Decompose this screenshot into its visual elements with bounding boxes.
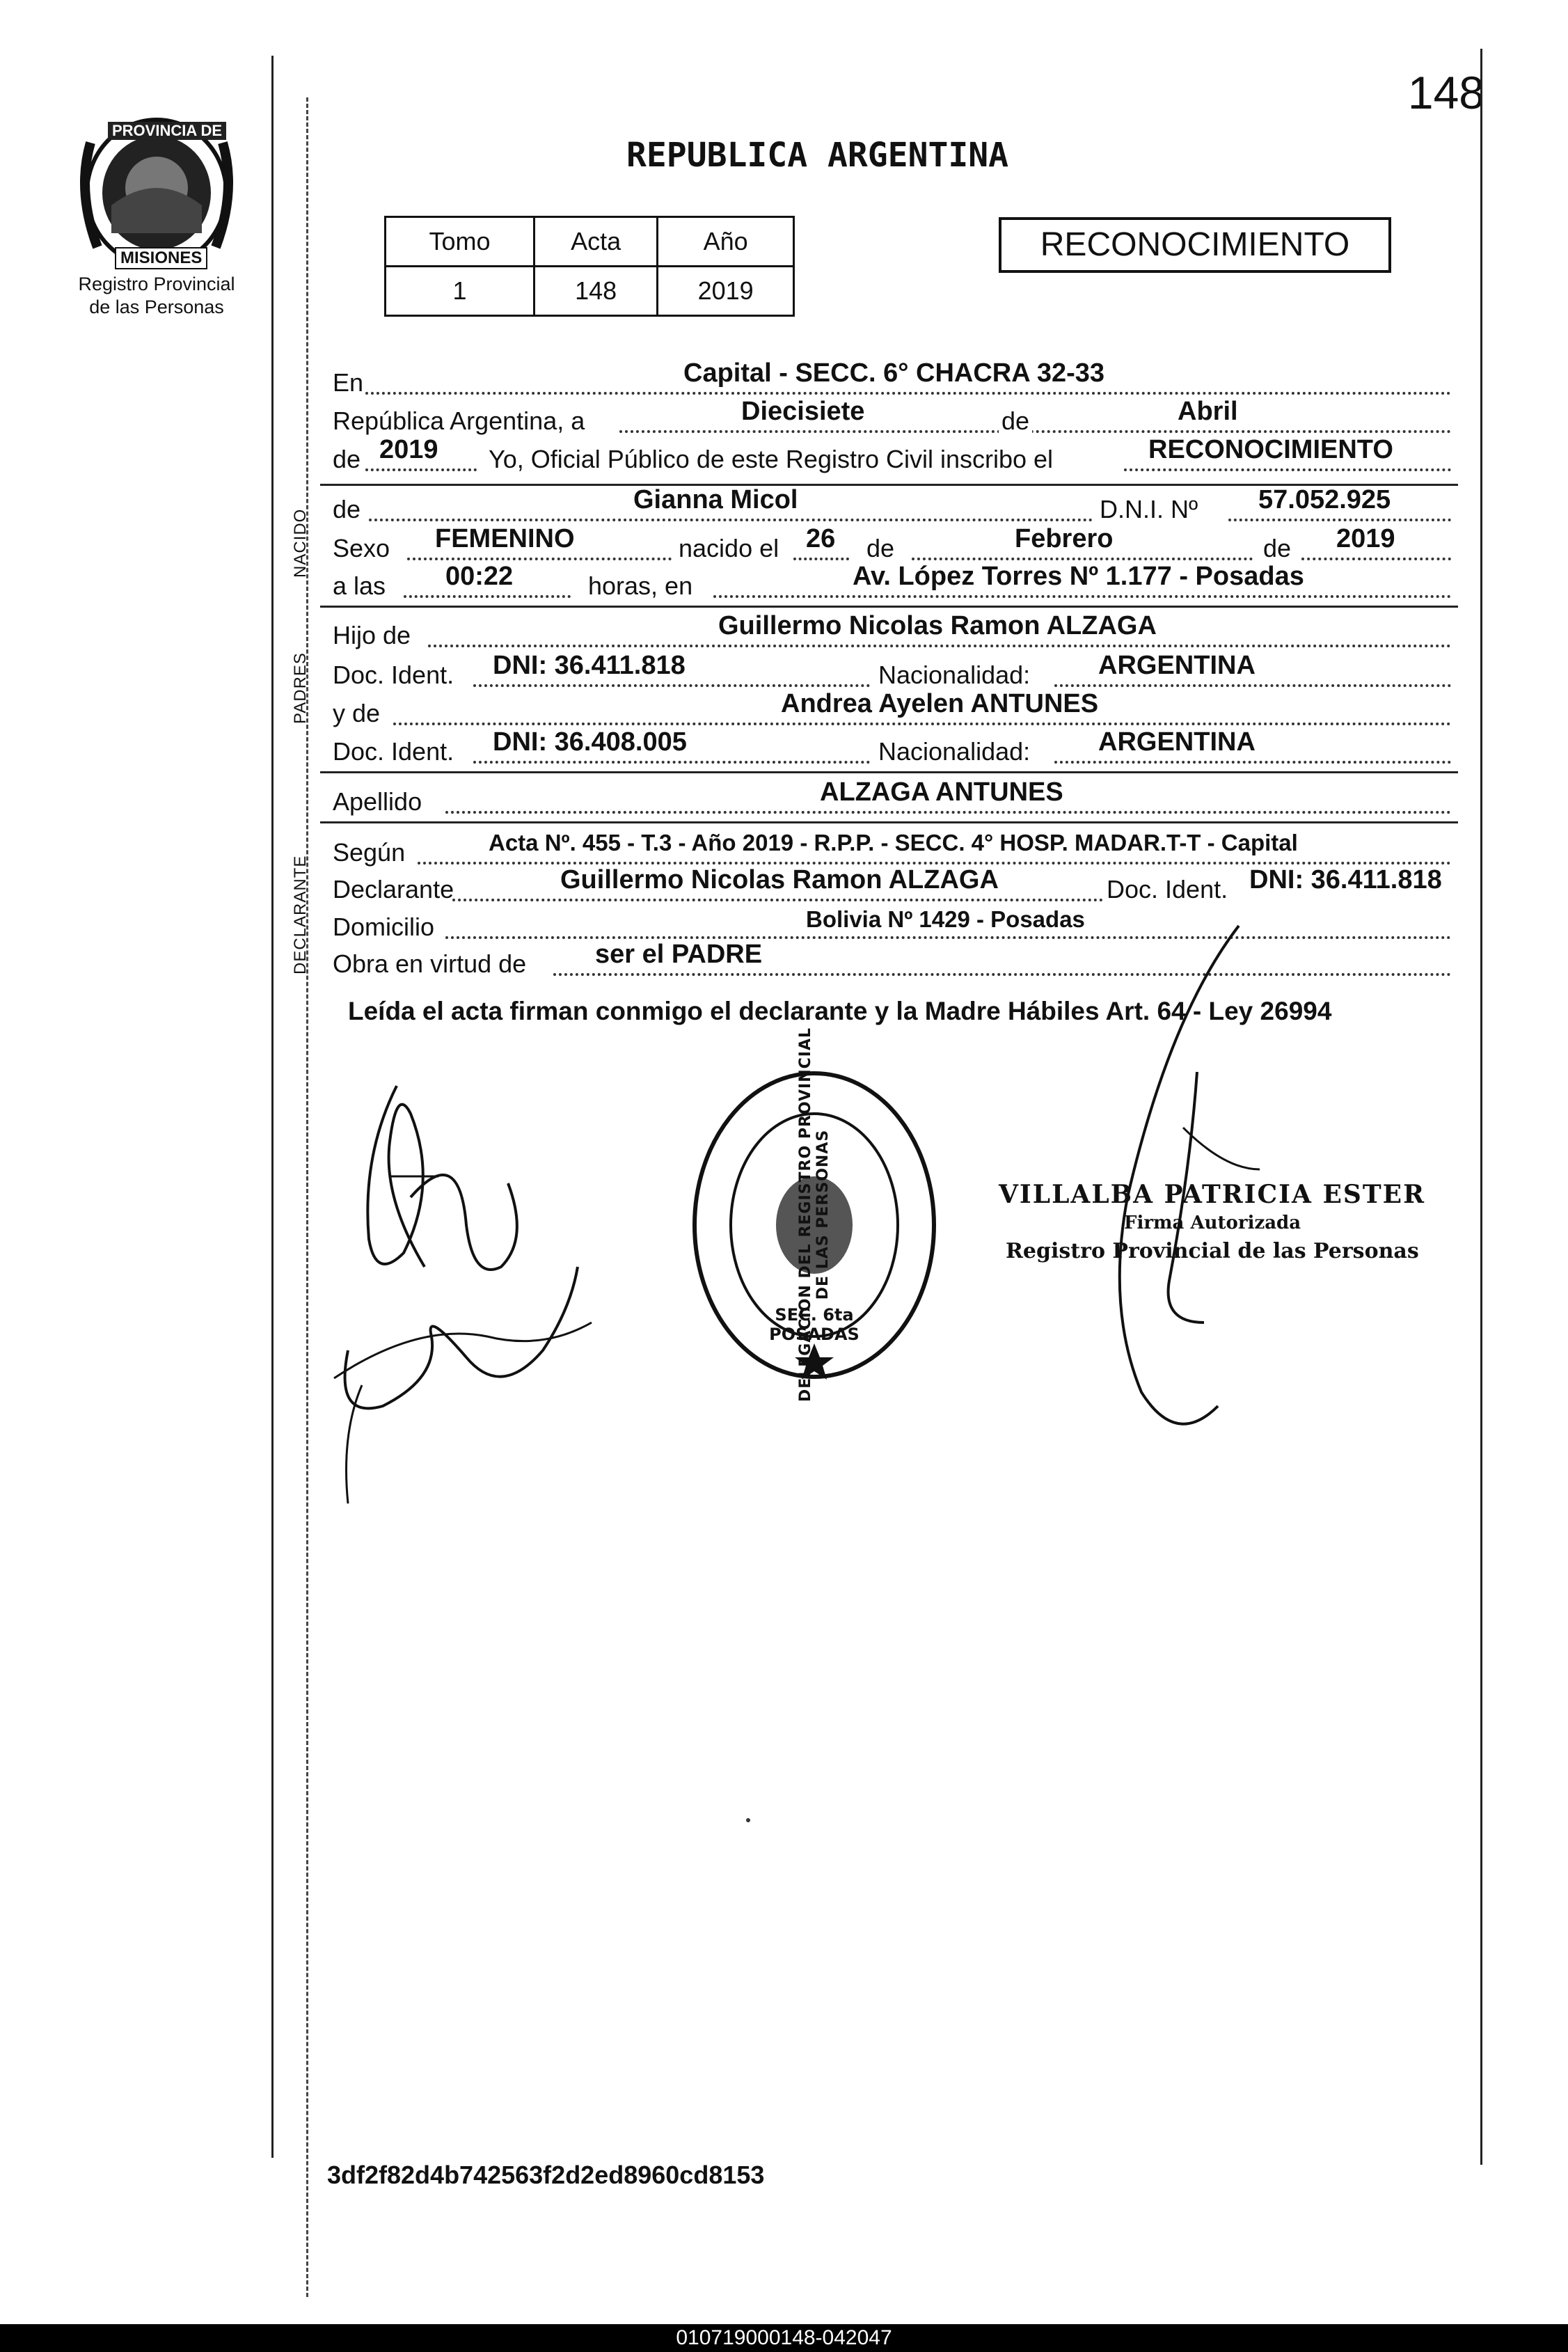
table-value-anio: 2019 xyxy=(658,267,794,316)
nacionalidad-label-1: Nacionalidad: xyxy=(878,661,1031,689)
domicilio-label: Domicilio xyxy=(333,913,435,941)
apellido-value: ALZAGA ANTUNES xyxy=(820,778,1063,807)
logo-text-bottom: MISIONES xyxy=(115,247,207,269)
dashed-margin-line xyxy=(306,97,308,2297)
dots-inscribe xyxy=(1124,468,1451,471)
dot-mark xyxy=(746,1818,750,1822)
docident-label-3: Doc. Ident. xyxy=(1107,875,1228,903)
record-table xyxy=(384,216,795,317)
en-value: Capital - SECC. 6° CHACRA 32-33 xyxy=(683,358,1105,388)
dia-value: Diecisiete xyxy=(741,397,865,426)
inscribe-value: RECONOCIMIENTO xyxy=(1148,435,1393,464)
official-org: Registro Provincial de las Personas xyxy=(1006,1239,1419,1263)
de-label-4: de xyxy=(866,534,895,562)
oficial-text: Yo, Oficial Público de este Registro Civil inscribo el xyxy=(489,445,1054,473)
madre-value: Andrea Ayelen ANTUNES xyxy=(781,689,1099,718)
dots-obra xyxy=(553,973,1451,976)
docident-label-2: Doc. Ident. xyxy=(333,737,454,766)
logo-caption-2: de las Personas xyxy=(89,297,224,317)
separator-3 xyxy=(320,771,1458,773)
padre-value: Guillermo Nicolas Ramon ALZAGA xyxy=(718,611,1157,640)
yde-label: y de xyxy=(333,699,381,727)
nacido-label: nacido el xyxy=(679,534,779,562)
dots-madre-nac xyxy=(1054,761,1451,764)
dots-segun xyxy=(418,862,1451,865)
anio-value: 2019 xyxy=(379,435,438,464)
republica-label: República Argentina, a xyxy=(333,407,585,435)
segun-value: Acta Nº. 455 - T.3 - Año 2019 - R.P.P. - SECC. 4° HOSP. MADAR.T-T - Capital xyxy=(489,830,1298,855)
dni-value: 57.052.925 xyxy=(1258,485,1391,514)
dots-nac-mes xyxy=(912,558,1253,560)
dots-madre-doc xyxy=(473,761,870,764)
table-header-acta: Acta xyxy=(534,217,658,267)
en-label: En xyxy=(333,368,364,397)
official-stamp xyxy=(689,1027,940,1403)
province-logo xyxy=(77,115,237,275)
dni-label: D.N.I. Nº xyxy=(1100,495,1198,523)
declarante-doc-value: DNI: 36.411.818 xyxy=(1249,865,1442,894)
padre-doc-value: DNI: 36.411.818 xyxy=(493,651,686,680)
dots-declarante xyxy=(452,899,1103,901)
table-header-anio: Año xyxy=(658,217,794,267)
dots-apellido xyxy=(445,811,1451,814)
dots-padre xyxy=(428,645,1451,647)
hijo-label: Hijo de xyxy=(333,621,411,649)
hora-value: 00:22 xyxy=(445,562,514,591)
alas-label: a las xyxy=(333,571,386,600)
left-margin-line xyxy=(271,56,274,2158)
dots-lugar xyxy=(713,595,1451,598)
de-label-3: de xyxy=(333,495,361,523)
obra-label: Obra en virtud de xyxy=(333,949,527,978)
declarante-value: Guillermo Nicolas Ramon ALZAGA xyxy=(560,865,999,894)
dots-domicilio xyxy=(445,936,1451,939)
segun-label: Según xyxy=(333,838,406,867)
padre-nac-value: ARGENTINA xyxy=(1098,651,1256,680)
sexo-value: FEMENINO xyxy=(435,524,575,553)
page-title: REPUBLICA ARGENTINA xyxy=(626,136,1009,175)
official-role: Firma Autorizada xyxy=(1124,1213,1301,1233)
separator-4 xyxy=(320,821,1458,823)
dots-hora-line xyxy=(404,595,571,598)
section-nacido: NACIDO xyxy=(291,508,310,578)
section-declarante: DECLARANTE xyxy=(291,855,310,974)
nombre-value: Gianna Micol xyxy=(633,485,798,514)
closing-text: Leída el acta firman conmigo el declarante y la Madre Hábiles Art. 64 - Ley 26994 xyxy=(348,997,1332,1025)
dots-nombre xyxy=(369,519,1093,521)
nac-anio-value: 2019 xyxy=(1336,524,1395,553)
separator-2 xyxy=(320,606,1458,608)
de-label-1: de xyxy=(999,407,1032,435)
apellido-label: Apellido xyxy=(333,787,422,816)
stamp-inner-text: SEC. 6ta POSADAS xyxy=(769,1305,860,1344)
table-header-tomo: Tomo xyxy=(386,217,534,267)
madre-nac-value: ARGENTINA xyxy=(1098,727,1256,757)
dots-anio xyxy=(365,468,477,471)
de-label-5: de xyxy=(1263,534,1292,562)
dots-dni xyxy=(1228,519,1451,521)
declarant-signature xyxy=(320,1058,612,1517)
domicilio-value: Bolivia Nº 1429 - Posadas xyxy=(806,906,1085,932)
dots-nac-dia xyxy=(793,558,849,560)
dots-nac-anio xyxy=(1301,558,1451,560)
dots-en xyxy=(365,392,1451,395)
mes-value: Abril xyxy=(1178,397,1238,426)
footer-code: 010719000148-042047 xyxy=(676,2326,892,2349)
lugar-value: Av. López Torres Nº 1.177 - Posadas xyxy=(853,562,1304,591)
dots-madre xyxy=(393,723,1451,725)
dots-padre-doc xyxy=(473,684,870,687)
horas-label: horas, en xyxy=(588,571,693,600)
nac-dia-value: 26 xyxy=(806,524,836,553)
sexo-label: Sexo xyxy=(333,534,390,562)
logo-text-top: PROVINCIA DE xyxy=(108,122,226,140)
logo-caption-1: Registro Provincial xyxy=(78,274,235,294)
declarante-label: Declarante xyxy=(333,875,454,903)
dots-republica xyxy=(619,430,1451,433)
record-type-box: RECONOCIMIENTO xyxy=(999,217,1391,273)
page-number: 148 xyxy=(1407,67,1484,118)
nacionalidad-label-2: Nacionalidad: xyxy=(878,737,1031,766)
de-label-2: de xyxy=(333,445,361,473)
right-margin-line xyxy=(1480,49,1482,2165)
nac-mes-value: Febrero xyxy=(1015,524,1114,553)
stamp-ring-text: DELEGACION DEL REGISTRO PROVINCIAL DE LAS PERSONAS xyxy=(797,1027,832,1403)
official-name: VILLALBA PATRICIA ESTER xyxy=(999,1180,1426,1209)
dots-padre-nac xyxy=(1054,684,1451,687)
table-value-acta: 148 xyxy=(534,267,658,316)
obra-value: ser el PADRE xyxy=(595,940,763,969)
docident-label-1: Doc. Ident. xyxy=(333,661,454,689)
dots-sexo-line xyxy=(407,558,672,560)
table-value-tomo: 1 xyxy=(386,267,534,316)
madre-doc-value: DNI: 36.408.005 xyxy=(493,727,687,757)
document-hash: 3df2f82d4b742563f2d2ed8960cd8153 xyxy=(327,2161,765,2189)
section-padres: PADRES xyxy=(291,652,310,724)
